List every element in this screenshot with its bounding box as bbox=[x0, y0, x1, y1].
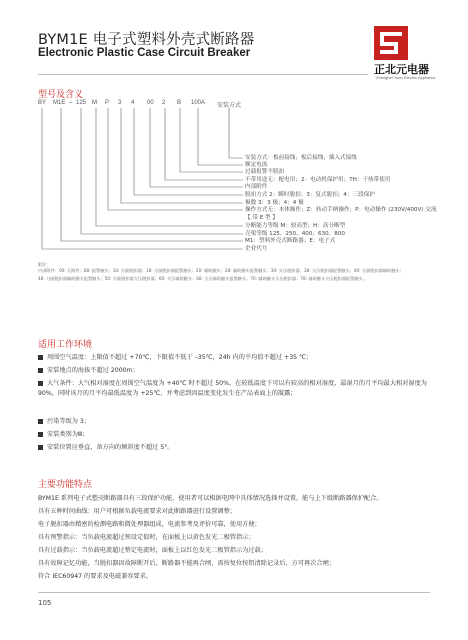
page-number: 105 bbox=[38, 599, 52, 607]
annotation: 过载报警不脱扣 bbox=[245, 169, 285, 175]
environment-item bbox=[38, 379, 438, 399]
code-part: – bbox=[69, 100, 73, 106]
note-line: 48: 分励脱扣器辅助触头报警触头；50: 分励脱扣器欠压脱扣器；60: 欠压辅助触头；68: 欠压辅助触头报警触头；70: 辅助触头欠压脱扣器；78: 辅助触头欠压脱扣器报警触头。 bbox=[38, 276, 367, 281]
page-subtitle-en: Electronic Plastic Case Circuit Breaker bbox=[38, 47, 251, 59]
environment-item bbox=[38, 353, 438, 363]
environment-item bbox=[38, 430, 438, 440]
bullet-square-icon bbox=[38, 432, 43, 437]
code-part: BY bbox=[38, 100, 47, 106]
features-section-heading: 主要功能特点 bbox=[38, 480, 93, 490]
annotation: M1：塑料外壳式断路器；E：电子式 bbox=[245, 238, 336, 244]
brand-name: 正北元电器 bbox=[374, 63, 429, 76]
annotation: 【 带 E 型 】 bbox=[245, 215, 279, 221]
environment-item-text: 周围空气温度：上限值不超过 +70℃，下限值不低于 –35℃，24h 内的平均值不超过 +35 ℃； bbox=[47, 354, 313, 361]
model-section-heading: 型号及含义 bbox=[38, 90, 84, 100]
feature-line: 具有故障记忆功能，当脱扣器因故障断开后，断路器不能再合闸，需按复位按钮清除记录后，方可再次合闸； bbox=[38, 560, 335, 567]
annotation: 操作方式无：本体操作；Z：转动手柄操作；P：电动操作 (230V/400V) 交流 bbox=[245, 207, 437, 213]
feature-line: 具有五种时间曲线：用户可根据负载电流要求对此断路器进行设置调整； bbox=[38, 508, 236, 515]
annotation: 安装方式：板前接线；板后接线；插入式接线 bbox=[245, 155, 357, 161]
environment-section-heading: 适用工作环境 bbox=[38, 340, 93, 350]
annotation: 分断能力等级 M：较高型；H：高分断型 bbox=[245, 223, 346, 229]
page-title: BYM1E 电子式塑料外壳式断路器 bbox=[38, 32, 255, 48]
annotation: 极数 3：3 极；4：4 极 bbox=[245, 200, 304, 206]
annotation: 内部附件 bbox=[245, 184, 268, 190]
feature-line: 符合 IEC60947 的要求及电磁兼容要求。 bbox=[38, 573, 153, 580]
code-part: 安装方式 bbox=[217, 103, 242, 109]
feature-line: 具有过载指示：当负载电流超过整定电流时，面板上以红色发光二极管指示为过载； bbox=[38, 547, 267, 554]
annotation: 不带用途无：配电用；2：电动机保护用；TH：干热带使用 bbox=[245, 177, 391, 183]
bullet-square-icon bbox=[38, 419, 43, 424]
code-part: 4 bbox=[131, 100, 135, 106]
bullet-square-icon bbox=[38, 355, 43, 360]
brand-subname: Zhengbei Yuan Electric Appliance bbox=[376, 75, 436, 80]
environment-item-text: 大气条件：大气相对湿度在周围空气温度为 +40℃ 时不超过 50%，在较低温度下可以有较高的相对湿度，最湿月的月平均最大相对湿度为 90%，同时该月的月平均最低温度为 +25℃，并考虑到因温度变化发生在产品表面上的凝露； bbox=[38, 380, 427, 397]
code-part: M bbox=[92, 100, 97, 106]
environment-item-text: 安装类别为Ⅲ； bbox=[47, 431, 89, 438]
environment-item-text: 安装地点的海拔不超过 2000m； bbox=[47, 367, 139, 374]
code-part: 125 bbox=[76, 100, 87, 106]
note-line: 内部附件：00: 无附件；08: 报警触头；10: 分励脱扣器；18: 分励脱扣器报警触头；20: 辅助触头；28: 辅助触头报警触头；30: 欠压脱扣器；38: 欠压脱扣器报警触头；40: 分励脱扣器辅助触头； bbox=[38, 268, 404, 273]
annotation: 壳架等级 125、250、400、630、800 bbox=[245, 231, 345, 237]
environment-item bbox=[38, 443, 438, 453]
bullet-square-icon bbox=[38, 381, 43, 386]
footer-divider bbox=[38, 592, 430, 593]
code-part: 3 bbox=[118, 100, 122, 106]
code-part: M1E bbox=[53, 100, 66, 106]
code-part: B bbox=[177, 100, 182, 106]
feature-line: BYM1E 系列电子式塑壳断路器具有三段保护功能，使用者可以根据电网中具体情况选择并设置，能与上下级断路器保护配合。 bbox=[38, 495, 383, 502]
annotation: 额定电流 bbox=[245, 162, 268, 168]
code-part: 2 bbox=[162, 100, 166, 106]
notes-label: 附注： bbox=[38, 262, 51, 267]
code-part: 100A bbox=[191, 100, 206, 106]
environment-item-text: 污染等级为 3； bbox=[47, 418, 91, 425]
environment-item-text: 安装位置应垂直，备方向的倾斜度不超过 5°。 bbox=[47, 444, 174, 451]
annotation: 企业代号 bbox=[245, 246, 268, 252]
feature-line: 电子脱扣器由精密的检测电路和微处理器组成，电流参考及评价可靠，使用方便； bbox=[38, 521, 261, 528]
feature-line: 具有预警指示：当负载电流超过预设定值时，在面板上以黄色发光二极管指示； bbox=[38, 534, 255, 541]
code-part: 00 bbox=[147, 100, 154, 106]
code-part: P bbox=[105, 100, 110, 106]
annotation: 脱扣方式 2：瞬时脱扣；3：复式脱扣；4：三段保护 bbox=[245, 192, 375, 198]
model-code-leader-lines bbox=[0, 0, 468, 300]
bullet-square-icon bbox=[38, 445, 43, 450]
environment-item bbox=[38, 366, 438, 376]
environment-item bbox=[38, 417, 438, 427]
bullet-square-icon bbox=[38, 368, 43, 373]
